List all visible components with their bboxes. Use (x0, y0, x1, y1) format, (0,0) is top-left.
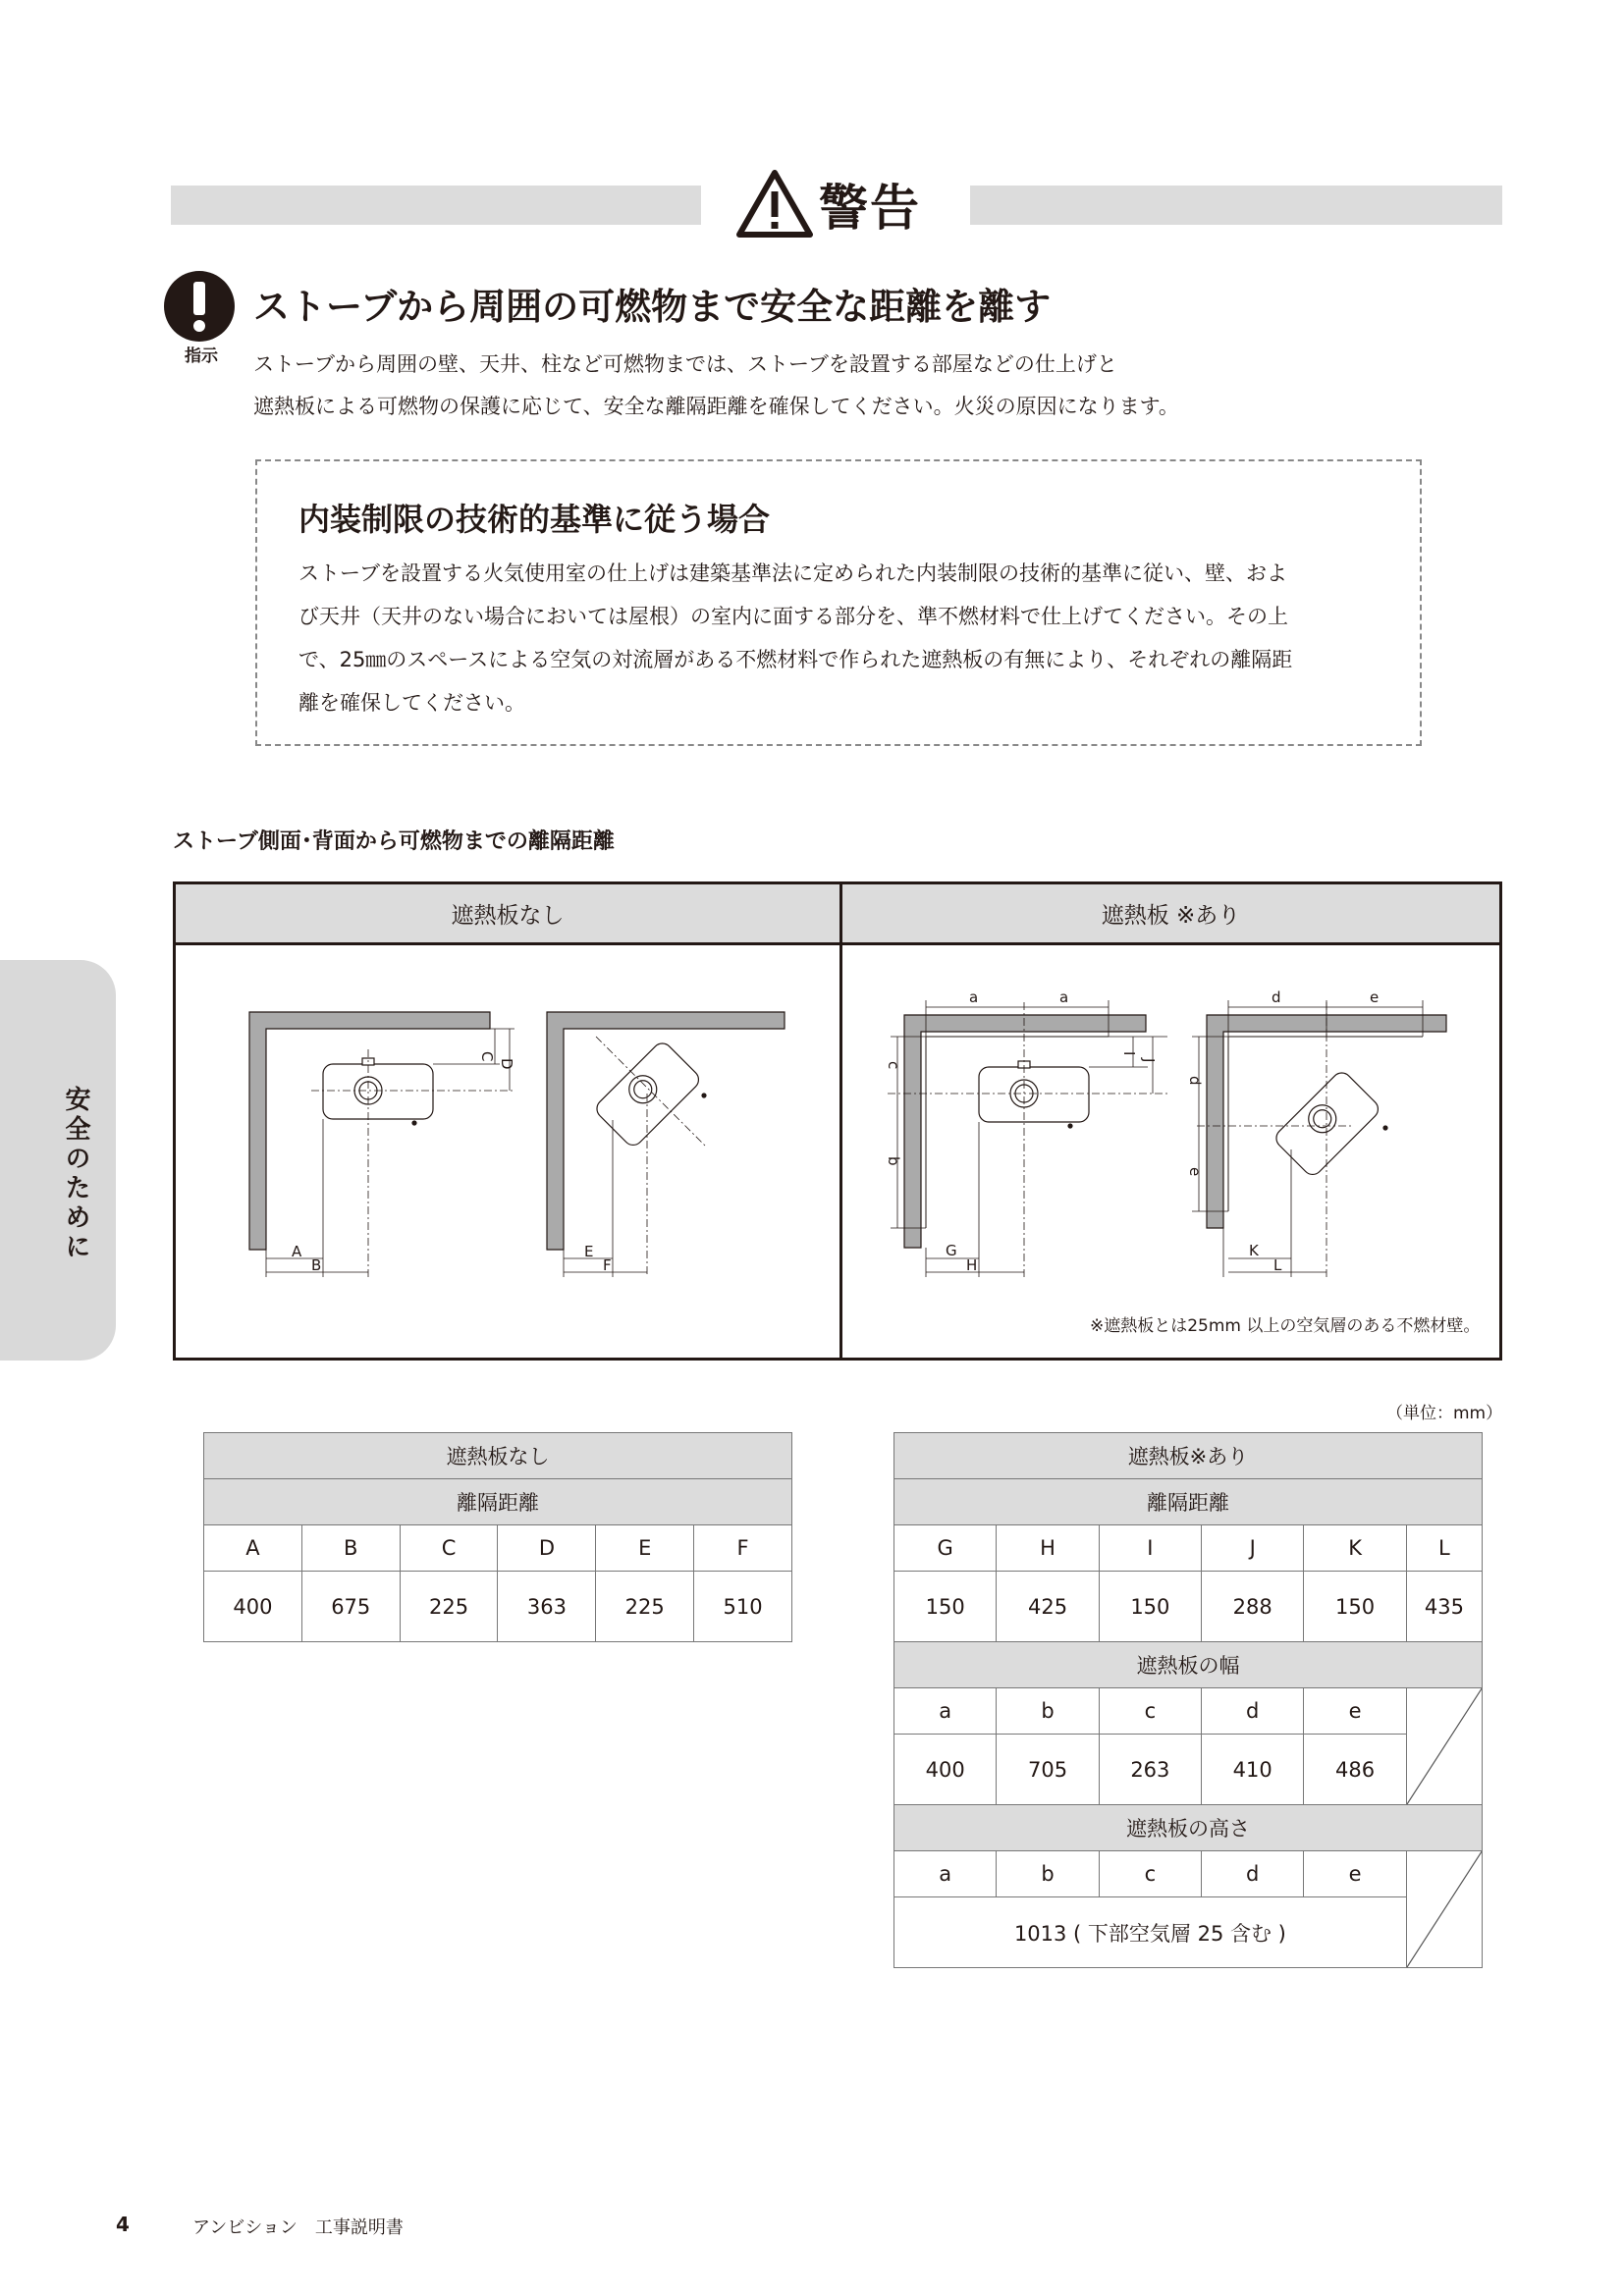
table-value-cell: 150 (1099, 1572, 1201, 1642)
dim-label-d1: d (1272, 988, 1281, 1006)
table-header-cell: e (1304, 1688, 1406, 1735)
unit-label: （単位：mm） (1386, 1404, 1503, 1423)
header-bar-left (171, 186, 701, 225)
table-value-cell: 263 (1099, 1735, 1201, 1805)
header-bar-right (970, 186, 1502, 225)
box-body-line: ストーブを設置する火気使用室の仕上げは建築基準法に定められた内装制限の技術的基準に従い、壁、およ (298, 561, 1287, 585)
instruction-label: 指示 (185, 347, 218, 366)
dim-label-I: I (1120, 1051, 1138, 1056)
page-number: 4 (116, 2213, 130, 2236)
shield-height-value: 1013 ( 下部空気層 25 含む ) (894, 1897, 1407, 1968)
warning-heading: ストーブから周囲の可燃物まで安全な距離を離す (253, 286, 1052, 328)
table-header-cell: L (1406, 1525, 1482, 1572)
shield-height-title: 遮熱板の高さ (894, 1805, 1483, 1851)
table-header-cell: C (400, 1525, 498, 1572)
table-title: 遮熱板※あり (894, 1433, 1483, 1479)
diagonal-slash (1407, 1688, 1482, 1804)
clearance-table-with-shield (893, 1432, 1483, 1968)
box-body-line: で、25㎜のスペースによる空気の対流層がある不燃材料で作られた遮熱板の有無により、それぞれの離隔距 (298, 648, 1293, 671)
diagonal-slash (1407, 1851, 1482, 1967)
table-header-cell: D (498, 1525, 596, 1572)
table-header-cell: d (1202, 1851, 1304, 1897)
dim-label-e2: e (1186, 1167, 1204, 1177)
empty-slash-cell (1406, 1688, 1482, 1805)
table-value-cell: 150 (1304, 1572, 1406, 1642)
footer-text: アンビション 工事説明書 (192, 2217, 404, 2238)
dim-label-d2: d (1186, 1076, 1204, 1086)
diagram-no-shield-corner (547, 1012, 785, 1277)
table-value-cell: 400 (204, 1572, 302, 1642)
dim-label-E: E (584, 1243, 594, 1260)
side-tab-label: 安全のために (61, 1086, 90, 1262)
table-header-cell: I (1099, 1525, 1201, 1572)
clearance-table-no-shield (203, 1432, 792, 1642)
table-value-cell: 150 (894, 1572, 997, 1642)
dim-label-c: c (885, 1061, 902, 1070)
box-body-line: 離を確保してください。 (298, 691, 525, 715)
dim-label-a1: a (969, 988, 979, 1006)
table-value-cell: 288 (1202, 1572, 1304, 1642)
table-value-cell: 425 (997, 1572, 1099, 1642)
section-title: ストーブ側面･背面から可燃物までの離隔距離 (173, 829, 615, 854)
table-header-cell: B (301, 1525, 400, 1572)
box-body (298, 552, 1388, 724)
table-value-cell: 400 (894, 1735, 997, 1805)
box-heading: 内装制限の技術的基準に従う場合 (298, 501, 771, 538)
table-subtitle: 離隔距離 (204, 1479, 792, 1525)
table-header-cell: c (1099, 1688, 1201, 1735)
warning-header (736, 165, 943, 243)
table-header-cell: a (894, 1851, 997, 1897)
table-value-cell: 225 (400, 1572, 498, 1642)
interior-restriction-box (255, 459, 1422, 746)
table-value-cell: 225 (596, 1572, 694, 1642)
dim-label-e1: e (1370, 988, 1380, 1006)
diagram-with-shield-corner (1192, 1000, 1446, 1277)
table-header-cell: d (1202, 1688, 1304, 1735)
table-value-cell: 363 (498, 1572, 596, 1642)
diagram-drawings (176, 884, 1499, 1358)
table-header-cell: A (204, 1525, 302, 1572)
table-value-cell: 410 (1202, 1735, 1304, 1805)
table-header-cell: H (997, 1525, 1099, 1572)
table-value-cell: 435 (1406, 1572, 1482, 1642)
table-title: 遮熱板なし (204, 1433, 792, 1479)
box-body-line: び天井（天井のない場合においては屋根）の室内に面する部分を、準不燃材料で仕上げてください。その上 (298, 605, 1288, 628)
table-header-cell: a (894, 1688, 997, 1735)
dim-label-L: L (1273, 1256, 1282, 1274)
table-header-cell: G (894, 1525, 997, 1572)
table-value-cell: 705 (997, 1735, 1099, 1805)
dim-label-b: b (885, 1156, 902, 1166)
dim-label-K: K (1249, 1242, 1259, 1259)
warning-body (253, 344, 1382, 428)
diagram-header-with-shield: 遮熱板 ※あり (842, 884, 1499, 945)
warning-body-line: ストーブから周囲の壁、天井、柱など可燃物までは、ストーブを設置する部屋などの仕上げと (253, 352, 1117, 376)
warning-title: 警告 (819, 180, 921, 237)
table-header-cell: E (596, 1525, 694, 1572)
diagram-with-shield-side (888, 1000, 1167, 1277)
shield-width-title: 遮熱板の幅 (894, 1642, 1483, 1688)
exclamation-icon (163, 270, 236, 343)
table-value-cell: 486 (1304, 1735, 1406, 1805)
diagram-header-no-shield: 遮熱板なし (176, 884, 839, 945)
dim-label-F: F (603, 1256, 612, 1274)
table-header-cell: b (997, 1688, 1099, 1735)
table-value-cell: 510 (694, 1572, 792, 1642)
table-value-cell: 675 (301, 1572, 400, 1642)
table-header-cell: J (1202, 1525, 1304, 1572)
diagram-no-shield-side (249, 1012, 514, 1277)
clearance-diagram (173, 881, 1502, 1361)
warning-triangle-icon (736, 170, 813, 239)
warning-body-line: 遮熱板による可燃物の保護に応じて、安全な離隔距離を確保してください。火災の原因になります。 (253, 395, 1179, 418)
shield-footnote: ※遮熱板とは25mm 以上の空気層のある不燃材壁。 (1090, 1316, 1481, 1336)
table-header-cell: F (694, 1525, 792, 1572)
dim-label-B: B (311, 1256, 322, 1274)
table-header-cell: b (997, 1851, 1099, 1897)
dim-label-H: H (966, 1256, 978, 1274)
table-subtitle: 離隔距離 (894, 1479, 1483, 1525)
dim-label-D: D (498, 1058, 515, 1070)
table-header-cell: K (1304, 1525, 1406, 1572)
table-header-cell: c (1099, 1851, 1201, 1897)
dim-label-C: C (478, 1051, 496, 1062)
dim-label-J: J (1140, 1058, 1158, 1063)
dim-label-G: G (946, 1242, 957, 1259)
empty-slash-cell (1406, 1851, 1482, 1968)
dim-label-a2: a (1059, 988, 1069, 1006)
table-header-cell: e (1304, 1851, 1406, 1897)
dim-label-A: A (292, 1243, 302, 1260)
